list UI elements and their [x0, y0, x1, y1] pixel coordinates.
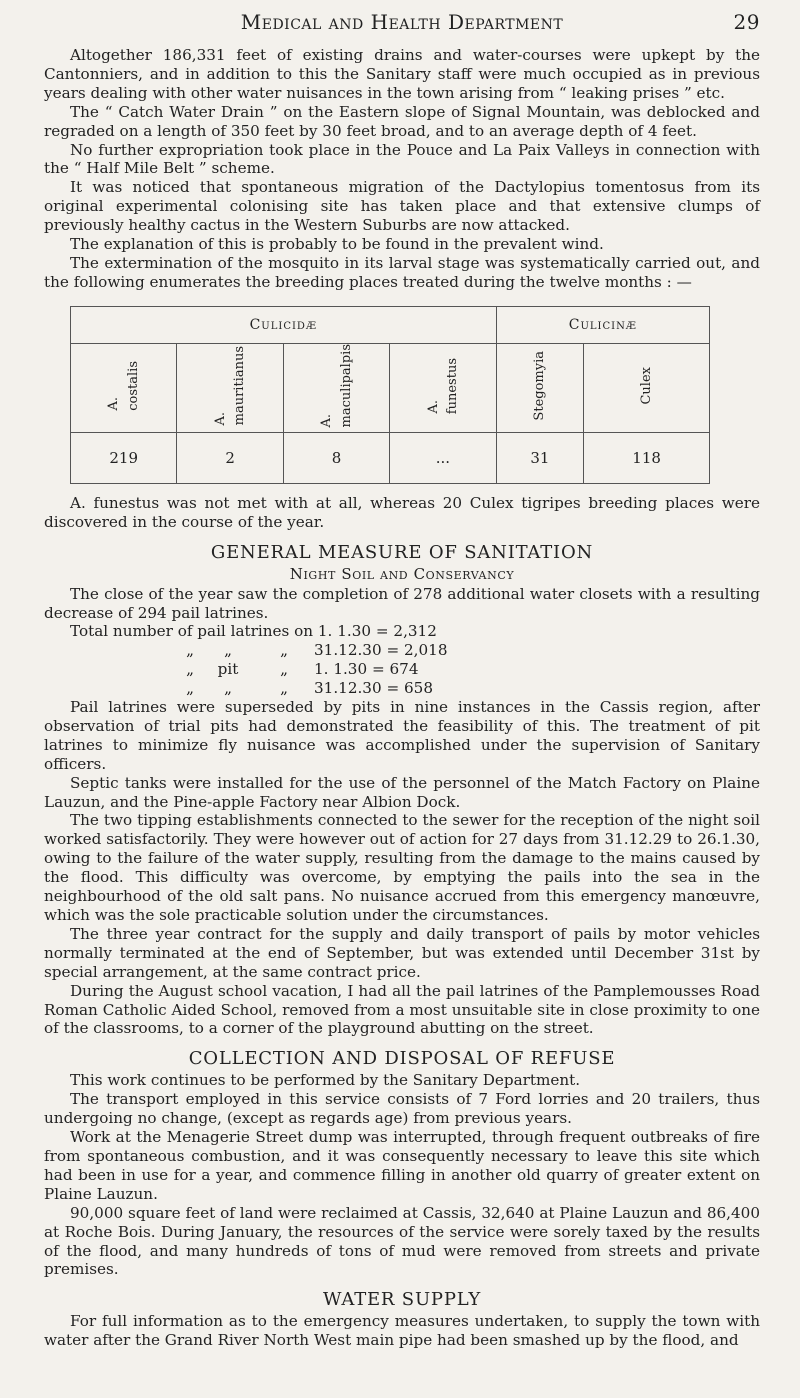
latrine-value: 31.12.30 = 658: [314, 679, 434, 698]
table-cell: 118: [584, 432, 710, 483]
paragraph-land-reclaimed: 90,000 square feet of land were reclaimed at Cassis, 32,640 at Plaine Lauzun and 86,400 at Roche Bois. During January, the resources of the service were sorely taxed by the results of the flood, and many hundreds of tons of mud were removed from streets and private premises.: [44, 1203, 760, 1279]
ditto-mark: „: [186, 660, 194, 679]
paragraph-septic-tanks: Septic tanks were installed for the use of the personnel of the Match Factory on Plaine Lauzun, and the Pine-apple Factory near Albion Dock.: [44, 773, 760, 811]
table-group-row: [71, 306, 710, 343]
species-name: maculipalpis: [338, 344, 354, 428]
latrine-value: 31.12.30 = 2,018: [314, 641, 448, 660]
paragraph-water-supply: For full information as to the emergency measures undertaken, to supply the town with water after the Grand River North West main pipe had been smashed up by the flood, and: [44, 1312, 760, 1350]
species-header: [496, 343, 584, 432]
running-title: Medical and Health Department: [240, 10, 564, 34]
ditto-mark: „: [280, 679, 288, 698]
table-cell: ...: [390, 432, 496, 483]
table-counts-row: [71, 432, 710, 483]
species-genus: A.: [425, 400, 441, 414]
paragraph-water-closets: The close of the year saw the completion of 278 additional water closets with a resulting decrease of 294 pail latrines.: [44, 584, 760, 622]
table-cell: 31: [496, 432, 584, 483]
paragraph-dactylopius: It was noticed that spontaneous migration of the Dactylopius tomentosus from its original experimental colonising site has taken place and that extensive clumps of previously healthy cactus in the Western Suburbs are now attacked.: [44, 178, 760, 235]
section-heading-water-supply: WATER SUPPLY: [322, 1289, 482, 1311]
section-heading-refuse: COLLECTION AND DISPOSAL OF REFUSE: [188, 1048, 616, 1070]
species-header: [177, 343, 283, 432]
paragraph-menagerie-dump: Work at the Menagerie Street dump was interrupted, through frequent outbreaks of fire from spontaneous combustion, and it was consequently necessary to leave this site which had been in use for a year, and commence filling in another old quarry of greater extent on Plaine Lauzun.: [44, 1128, 760, 1203]
species-name: Stegomyia: [532, 351, 548, 421]
table-species-row: [71, 343, 710, 432]
latrine-row: [44, 641, 760, 660]
ditto-mark: „: [280, 660, 288, 679]
group-header-culicidae: Culicidæ: [71, 306, 497, 343]
ditto-mark: „: [280, 641, 288, 660]
paragraph-expropriation: No further expropriation took place in the Pouce and La Paix Valleys in connection with the “ Half Mile Belt ” scheme.: [44, 140, 760, 178]
paragraph-contract: The three year contract for the supply and daily transport of pails by motor vehicles normally terminated at the end of September, but was extended until December 31st by special arrangement, at the same contract price.: [44, 924, 760, 981]
species-name: Culex: [639, 367, 655, 405]
table-cell: 2: [177, 432, 283, 483]
table-cell: 8: [283, 432, 389, 483]
paragraph-drains: Altogether 186,331 feet of existing drains and water-courses were upkept by the Cantonniers, and in addition to this the Sanitary staff were much occupied as in previous years dealing with other water nuisances in the town arising from “ leaking prises ” etc.: [44, 46, 760, 102]
paragraph-prevalent-wind: The explanation of this is probably to be found in the prevalent wind.: [70, 235, 604, 254]
species-genus: A.: [319, 413, 335, 428]
latrine-label: Total number of pail latrines on: [70, 622, 314, 641]
species-genus: A.: [212, 411, 228, 426]
running-head: [44, 10, 760, 34]
species-name: costalis: [125, 360, 141, 411]
breeding-places-table: [70, 306, 710, 484]
latrine-value: 1. 1.30 = 674: [314, 660, 419, 679]
paragraph-tipping-establishments: The two tipping establishments connected to the sewer for the reception of the night soil worked satisfactorily. They were however out of action for 27 days from 31.12.29 to 26.1.30, owing to the failure of the water supply, resulting from the damage to the mains caused by the flood. This difficulty was overcome, by emptying the pails into the sea in the neighbourhood of the old salt pans. No nuisance accrued from this emergency manœuvre, which was the sole practicable solution under the circumstances.: [44, 811, 760, 924]
paragraph-mosquito-extermination: The extermination of the mosquito in its larval stage was systematically carried out, and the following enumerates the breeding places treated during the twelve months : —: [44, 253, 760, 291]
species-header: [390, 343, 496, 432]
species-header: [71, 343, 177, 432]
ditto-mark: „: [186, 641, 194, 660]
paragraph-refuse-transport: The transport employed in this service consists of 7 Ford lorries and 20 trailers, thus undergoing no change, (except as regards age) from previous years.: [44, 1090, 760, 1128]
latrine-row-first: [44, 622, 760, 641]
paragraph-catch-water-drain: The “ Catch Water Drain ” on the Eastern slope of Signal Mountain, was deblocked and regraded on a length of 350 feet by 30 feet broad, and to an average depth of 4 feet.: [44, 102, 760, 140]
paragraph-funestus: A. funestus was not met with at all, whereas 20 Culex tigripes breeding places were discovered in the course of the year.: [44, 493, 760, 531]
section-heading-sanitation: GENERAL MEASURE OF SANITATION: [210, 541, 594, 563]
latrine-row: [44, 679, 760, 698]
latrine-type: pit: [217, 660, 239, 679]
species-header: [283, 343, 389, 432]
page-number: 29: [733, 10, 760, 34]
paragraph-refuse-work: This work continues to be performed by the Sanitary Department.: [70, 1071, 581, 1090]
paragraph-pit-latrines: Pail latrines were superseded by pits in nine instances in the Cassis region, after observation of trial pits had demonstrated the feasibility of this. The treatment of pit latrines to minimize fly nuisance was accomplished under the supervision of Sanitary officers.: [44, 698, 760, 773]
latrine-row: [44, 660, 760, 679]
ditto-mark: „: [186, 679, 194, 698]
species-genus: A.: [106, 397, 122, 411]
species-header: [584, 343, 710, 432]
section-subheading-night-soil: Night Soil and Conservancy: [289, 564, 515, 583]
species-name: mauritianus: [232, 346, 248, 426]
latrine-type: „: [224, 641, 232, 660]
latrine-value: 1. 1.30 = 2,312: [317, 622, 437, 641]
species-name: funestus: [445, 357, 461, 414]
table-cell: 219: [71, 432, 177, 483]
paragraph-school-latrines: During the August school vacation, I had all the pail latrines of the Pamplemousses Road Roman Catholic Aided School, removed from a most unsuitable site in close proximity to one of the classrooms, to a corner of the playground abutting on the street.: [44, 981, 760, 1038]
group-header-culicinae: Culicinæ: [496, 306, 709, 343]
latrine-count-list: [44, 622, 760, 698]
breeding-places-table-wrap: [44, 306, 760, 484]
latrine-type: „: [224, 679, 232, 698]
